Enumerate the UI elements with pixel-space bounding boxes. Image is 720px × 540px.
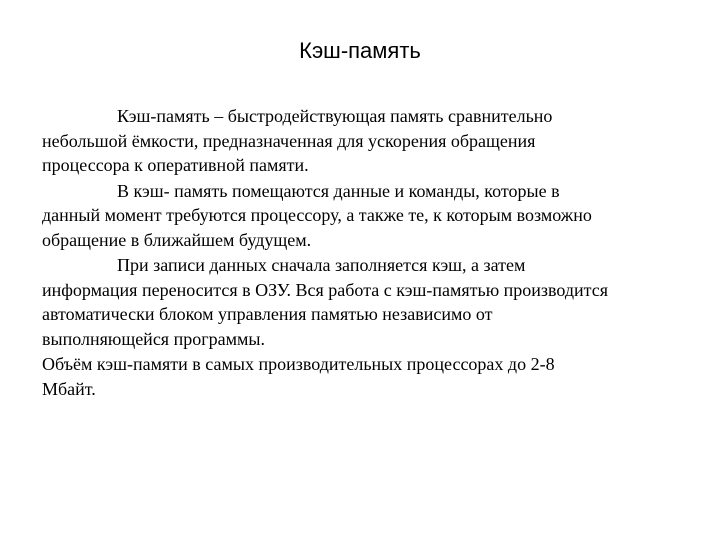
paragraph-line: Кэш-память – быстродействующая память сравнительно: [117, 106, 553, 126]
paragraph-definition: [42, 104, 692, 178]
slide-title: Кэш-память: [299, 38, 421, 63]
paragraph-write-process: [42, 253, 692, 351]
paragraph-line: При записи данных сначала заполняется кэш, а затем: [117, 255, 526, 275]
slide-body: [42, 104, 692, 402]
paragraph-line: автоматически блоком управления памятью независимо от: [42, 304, 493, 324]
paragraph-line: информация переносится в ОЗУ. Вся работа с кэш-памятью производится: [42, 279, 609, 300]
paragraph-line: обращение в ближайшем будущем.: [42, 229, 312, 250]
paragraph-line: В кэш- память помещаются данные и команды, которые в: [117, 180, 560, 201]
paragraph-capacity: [42, 352, 692, 401]
paragraph-line: данный момент требуются процессору, а также те, к которым возможно: [42, 205, 592, 225]
paragraph-line: Объём кэш-памяти в самых производительных процессорах до 2-8: [42, 354, 555, 374]
paragraph-line: Мбайт.: [42, 378, 96, 399]
paragraph-line: процессора к оперативной памяти.: [42, 155, 309, 175]
paragraph-line: выполняющейся программы.: [42, 328, 265, 349]
paragraph-contents: [42, 179, 692, 253]
paragraph-line: небольшой ёмкости, предназначенная для ускорения обращения: [42, 130, 536, 151]
